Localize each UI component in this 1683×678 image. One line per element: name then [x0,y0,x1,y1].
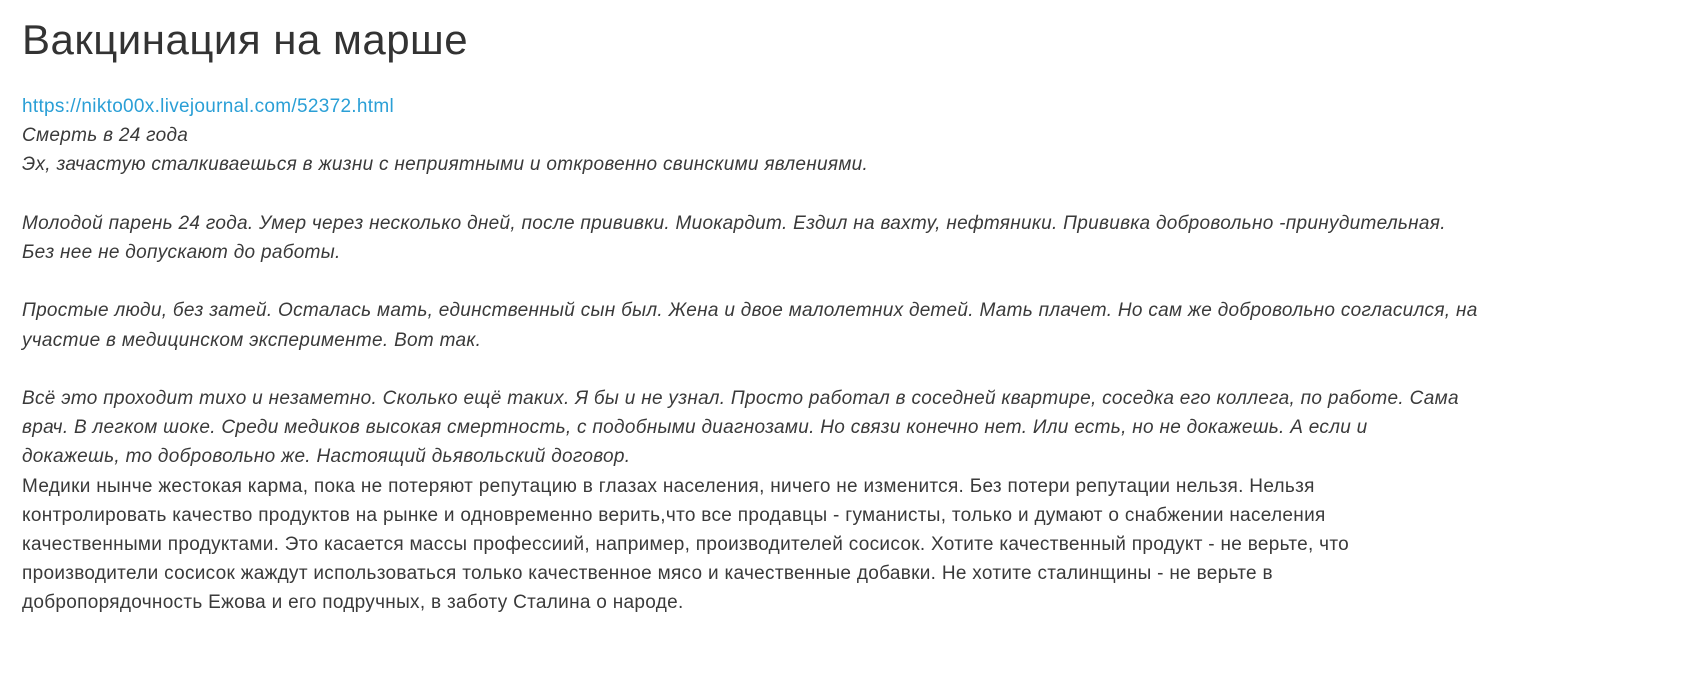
text-line: Без нее не допускают до работы. [22,242,341,263]
text-line: Медики нынче жестокая карма, пока не потеряют репутацию в глазах населения, ничего не изменится. Без потери репутации нельзя. Нельзя [22,475,1315,497]
text-line: врач. В легком шоке. Среди медиков высокая смертность, с подобными диагнозами. Но связи конечно нет. Или есть, но не докажешь. А если и [22,417,1368,439]
article-body [22,92,1661,618]
paragraph-gap [22,180,1661,209]
text-line: Смерть в 24 года [22,125,189,147]
paragraph-gap [22,355,1661,384]
text-line: Простые люди, без затей. Осталась мать, единственный сын был. Жена и двое малолетних детей. Мать плачет. Но сам же добровольно согласился, на [22,300,1478,322]
text-line: контролировать качество продуктов на рынке и одновременно верить,что все продавцы - гуманисты, только и думают о снабжении населения [22,504,1326,526]
paragraph-gap [22,267,1661,296]
source-link[interactable]: https://nikto00x.livejournal.com/52372.html [22,96,394,117]
text-line: Всё это проходит тихо и незаметно. Сколько ещё таких. Я бы и не узнал. Просто работал в соседней квартире, соседка его коллега, по работе. Сама [22,387,1459,409]
text-line: докажешь, то добровольно же. Настоящий дьявольский договор. [22,446,631,468]
text-line: производители сосисок жаждут использоваться только качественное мясо и качественные добавки. Не хотите сталинщины - не верьте в [22,563,1273,585]
text-line: Молодой парень 24 года. Умер через несколько дней, после прививки. Миокардит. Ездил на вахту, нефтяники. Прививка добровольно -принудительная. [22,212,1446,234]
page-title: Вакцинация на марше [22,16,469,63]
text-line: качественными продуктами. Это касается массы профессиий, например, производителей сосисок. Хотите качественный продукт - не верьте, что [22,534,1350,555]
text-line: участие в медицинском эксперименте. Вот так. [22,329,482,351]
text-line: Эх, зачастую сталкиваешься в жизни с неприятными и откровенно свинскими явлениями. [22,154,869,176]
text-line: добропорядочность Ежова и его подручных, в заботу Сталина о народе. [22,592,684,614]
